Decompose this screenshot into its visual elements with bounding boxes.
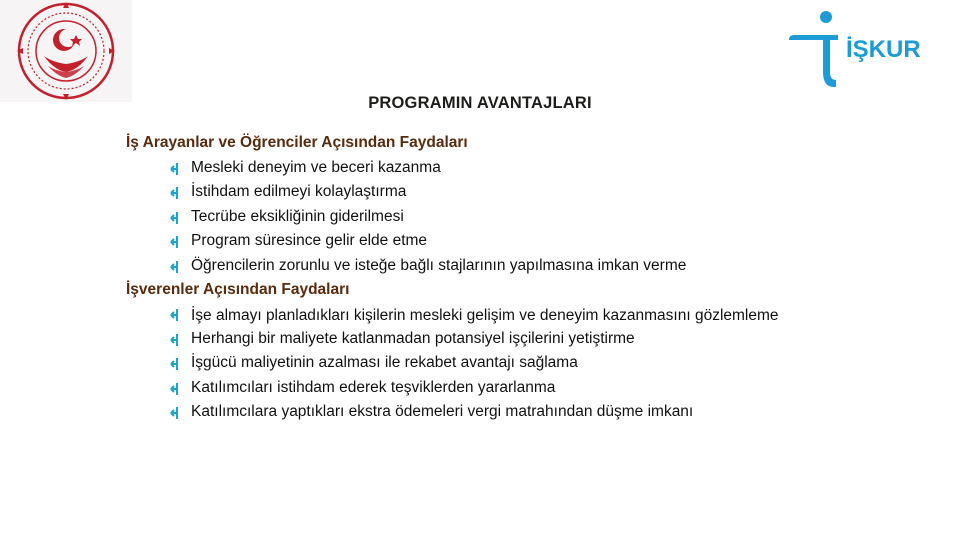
iskur-logo-text: İŞKUR (846, 36, 921, 63)
list-item-text: Tecrübe eksikliğinin giderilmesi (191, 207, 404, 225)
list-item-text: Katılımcıları istihdam ederek teşviklerden yararlanma (191, 378, 556, 396)
page-title: PROGRAMIN AVANTAJLARI (368, 94, 592, 112)
list-item (126, 229, 830, 254)
list-item (126, 376, 830, 401)
cyan-arrow-bullet-icon (169, 333, 179, 347)
list-item (126, 400, 830, 425)
job-seekers-benefits-list (126, 156, 830, 279)
iskur-logo-icon (786, 10, 946, 90)
cyan-arrow-bullet-icon (169, 308, 179, 322)
section-heading-employers: İşverenler Açısından Faydaları (126, 281, 350, 298)
benefits-content (126, 131, 830, 425)
list-item (126, 327, 830, 352)
cyan-arrow-bullet-icon (169, 162, 179, 176)
list-item-text: İşe almayı planladıkları kişilerin mesleki gelişim ve deneyim kazanmasını gözlemleme (191, 306, 779, 324)
iskur-logo (786, 10, 946, 90)
cyan-arrow-bullet-icon (169, 211, 179, 225)
cyan-arrow-bullet-icon (169, 260, 179, 274)
list-item-text: Herhangi bir maliyete katlanmadan potansiyel işçilerini yetiştirme (191, 329, 635, 347)
list-item (126, 351, 830, 376)
list-item-text: Mesleki deneyim ve beceri kazanma (191, 158, 441, 176)
cyan-arrow-bullet-icon (169, 357, 179, 371)
cyan-arrow-bullet-icon (169, 406, 179, 420)
list-item (126, 254, 830, 279)
list-item-text: İşgücü maliyetinin azalması ile rekabet avantajı sağlama (191, 354, 578, 371)
cyan-arrow-bullet-icon (169, 382, 179, 396)
cyan-arrow-bullet-icon (169, 235, 179, 249)
section-heading-job-seekers: İş Arayanlar ve Öğrenciler Açısından Faydaları (126, 134, 468, 151)
list-item-text: İstihdam edilmeyi kolaylaştırma (191, 183, 407, 200)
list-item (126, 303, 830, 327)
ministry-seal-icon (0, 0, 132, 102)
list-item (126, 180, 830, 205)
cyan-arrow-bullet-icon (169, 186, 179, 200)
list-item (126, 156, 830, 181)
employers-benefits-list (126, 303, 830, 425)
ministry-seal-logo (0, 0, 132, 102)
list-item-text: Program süresince gelir elde etme (191, 232, 428, 249)
list-item (126, 205, 830, 230)
list-item-text: Katılımcılara yaptıkları ekstra ödemeleri vergi matrahından düşme imkanı (191, 403, 694, 420)
list-item-text: Öğrencilerin zorunlu ve isteğe bağlı stajlarının yapılmasına imkan verme (191, 256, 687, 274)
